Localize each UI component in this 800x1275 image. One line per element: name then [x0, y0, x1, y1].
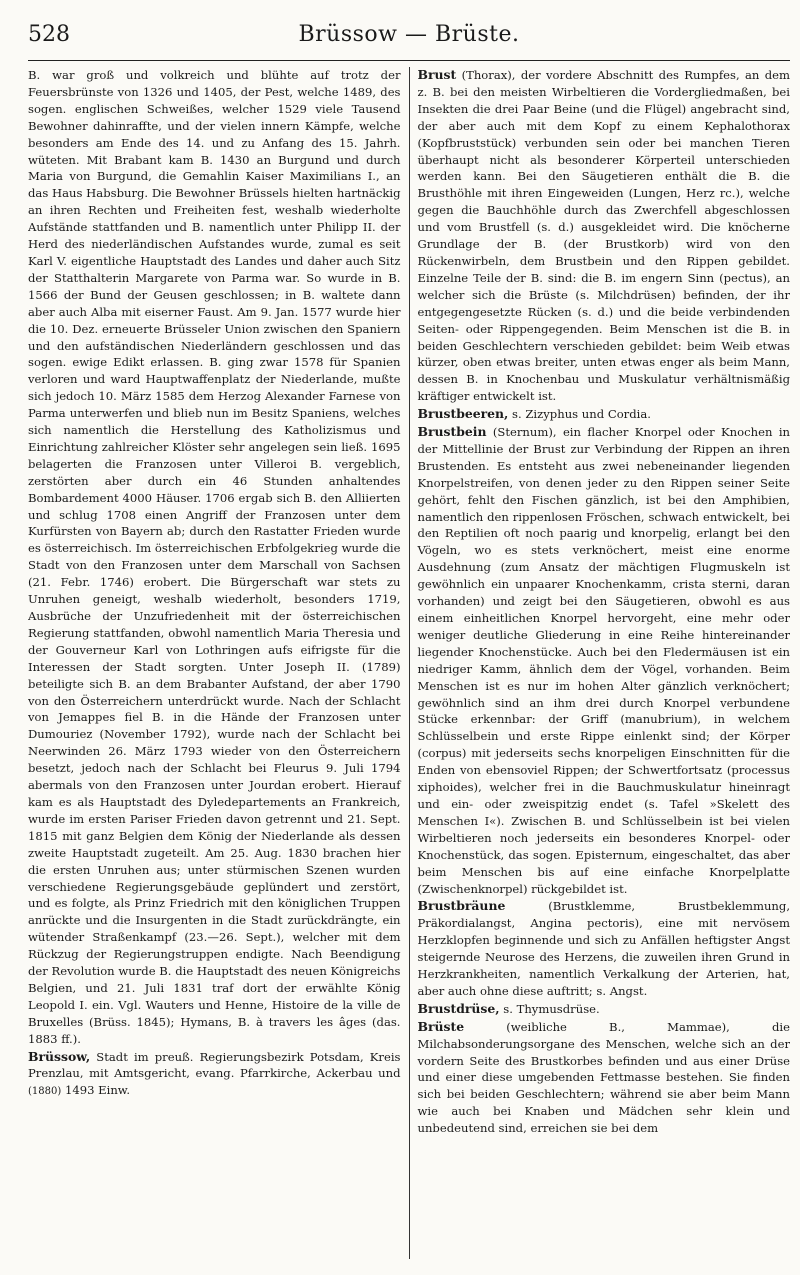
- page-number: 528: [28, 22, 70, 47]
- headword: Brustbein: [417, 424, 487, 440]
- running-title: Brüssow — Brüste.: [298, 22, 520, 47]
- right-column: [410, 67, 791, 1259]
- entry-bruessow: [28, 1049, 401, 1102]
- headword: Brüssow,: [28, 1048, 91, 1064]
- entry-text: 1493 Einw.: [61, 1083, 131, 1098]
- entry-text: (Brustklemme, Brustbeklemmung, Präkordialangst, Angina pectoris), eine mit nervösem Herzklopfen beginnende und sich zu Anfällen heftigster Angst steigernde Neurose des Herzens, die zuweilen ihren Grund in Herzkrankheiten, namentlich Verkalkung der Arterien, hat, aber auch ohne diese auftritt; s. Angst.: [417, 899, 790, 998]
- left-column: [28, 67, 410, 1259]
- entry-text: Stadt im preuß. Regierungsbezirk Potsdam, Kreis Prenzlau, mit Amtsgericht, evang. Pfarrkirche, Ackerbau und: [28, 1049, 401, 1081]
- entry-brustdruese: [418, 1001, 791, 1018]
- page-header: [28, 14, 790, 61]
- entry-bruessel-continuation: B. war groß und volkreich und blühte auf trotz der Feuersbrünste von 1326 und 1405, der Pest, welche 1489, des sogen. englischen Schweißes, welcher 1529 viele Tausend Bewohner dahinraffte, und der vielen innern Kämpfe, welche besonders am Ende des 14. und zu Anfang des 15. Jahrh. wüteten. Mit Brabant kam B. 1430 an Burgund und durch Maria von Burgund, die Gemahlin Kaiser Maximilians I., an das Haus Habsburg. Die Bewohner Brüssels hielten hartnäckig an ihren Rechten und Freiheiten fest, weshalb wiederholte Aufstände stattfanden und B. namentlich unter Philipp II. der Herd des niederländischen Aufstandes wurde, zumal es seit Karl V. eigentliche Hauptstadt des Landes und daher auch Sitz der Statthalterin Margarete von Parma war. So wurde in B. 1566 der Bund der Geusen geschlossen; in B. waltete dann aber auch Alba mit eiserner Faust. Am 9. Jan. 1577 wurde hier die 10. Dez. erneuerte Brüsseler Union zwischen den Spaniern und den aufständischen Niederländern geschlossen und das sogen. ewige Edikt erlassen. B. ging zwar 1578 für Spanien verloren und ward Hauptwaffenplatz der Niederlande, mußte sich jedoch 10. März 1585 dem Herzog Alexander Farnese von Parma unterwerfen und blieb nun im Besitz Spaniens, welches sich namentlich die Herstellung des Katholizismus und Einrichtung zahlreicher Klöster sehr angelegen sein ließ. 1695 belagerten die Franzosen unter Villeroi B. vergeblich, zerstörten aber durch ein 46 Stunden anhaltendes Bombardement 4000 Häuser. 1706 ergab sich B. den Alliierten und schlug 1708 einen Angriff der Franzosen unter dem Kurfürsten von Bayern ab; durch den Rastatter Frieden wurde es österreichisch. Im österreichischen Erbfolgekrieg wurde die Stadt von den Franzosen unter dem Marschall von Sachsen (21. Febr. 1746) erobert. Die Bürgerschaft war stets zu Unruhen geneigt, weshalb wiederholt, besonders 1719, Ausbrüche der Unzufriedenheit mit der österreichischen Regierung stattfanden, obwohl namentlich Maria Theresia und der Gouverneur Karl von Lothringen aufs eifrigste für die Interessen der Stadt sorgten. Unter Joseph II. (1789) beteiligte sich B. an dem Brabanter Aufstand, der aber 1790 von den Österreichern unterdrückt wurde. Nach der Schlacht von Jemappes fiel B. in die Hände der Franzosen unter Dumouriez (November 1792), wurde nach der Schlacht bei Neerwinden 26. März 1793 wieder von den Österreichern besetzt, jedoch nach der Schlacht bei Fleurus 9. Juli 1794 abermals von den Franzosen unter Jourdan erobert. Hierauf kam es als Hauptstadt des Dyledepartements an Frankreich, wurde im ersten Pariser Frieden davon getrennt und 21. Sept. 1815 mit ganz Belgien dem König der Niederlande als dessen zweite Hauptstadt zugeteilt. Am 25. Aug. 1830 brachen hier die ersten Unruhen aus; unter stürmischen Szenen wurden verschiedene Regierungsgebäude geplündert und zerstört, und es folgte, als Prinz Friedrich mit den königlichen Truppen anrückte und die Insurgenten in die Stadt zurückdrängte, ein wütender Straßenkampf (23.—26. Sept.), welcher mit dem Rückzug der Regierungstruppen endigte. Nach Beendigung der Revolution wurde B. die Hauptstadt des neuen Königreichs Belgien, und 21. Juli 1831 traf dort der erwählte König Leopold I. ein. Vgl. Wauters und Henne, Histoire de la ville de Bruxelles (Brüss. 1845); Hymans, B. à travers les âges (das. 1883 ff.).: [28, 68, 401, 1046]
- entry-text: s. Thymusdrüse.: [499, 1001, 600, 1016]
- entry-brustbein: [418, 424, 791, 897]
- headword: Brustbräune: [417, 898, 506, 914]
- headword: Brustdrüse,: [417, 1000, 500, 1016]
- entry-text: (Sternum), ein flacher Knorpel oder Knochen in der Mittellinie der Brust zur Verbindung der Rippen an ihren Brustenden. Es entsteht aus zwei nebeneinander liegenden Knorpelstreifen, von denen jeder zu den Rippen seiner Seite gehört, fehlt den Fischen gänzlich, ist bei den Amphibien, namentlich den rippenlosen Fröschen, schwach entwickelt, bei den Reptilien oft noch paarig und knorpelig, erlangt bei den Vögeln, wo es stets verknöchert, meist eine enorme Ausdehnung (zum Ansatz der mächtigen Flugmuskeln ist gewöhnlich ein unpaarer Knochenkamm, crista sterni, daran vorhanden) und zeigt bei den Säugetieren, obwohl es aus einem einheitlichen Knorpel hervorgeht, eine mehr oder weniger deutliche Gliederung in eine Reihe hintereinander liegender Knochenstücke. Auch bei den Fledermäusen ist ein niedriger Kamm, ähnlich dem der Vögel, vorhanden. Beim Menschen ist es nur im hohen Alter gänzlich verknöchert; gewöhnlich sind an ihm drei durch Knorpel verbundene Stücke erkennbar: der Griff (manubrium), in welchem Schlüsselbein und erste Rippe einlenkt sind; der Körper (corpus) mit jederseits sechs knorpeligen Einschnitten für die Enden von ebensoviel Rippen; der Schwertfortsatz (processus xiphoides), welcher frei in die Bauchmuskulatur hineinragt und ein- oder zweispitzig endet (s. Tafel »Skelett des Menschen I«). Zwischen B. und Schlüsselbein ist bei vielen Wirbeltieren noch jederseits ein besonderes Knorpel- oder Knochenstück, das sogen. Episternum, eingeschaltet, das aber beim Menschen bis auf eine einfache Knorpelplatte (Zwischenknorpel) rückgebildet ist.: [417, 425, 790, 896]
- headword: Brüste: [417, 1018, 465, 1034]
- headword: Brustbeeren,: [417, 406, 509, 422]
- entry-brust: [418, 67, 791, 405]
- entry-text: (Thorax), der vordere Abschnitt des Rumpfes, an dem z. B. bei den meisten Wirbeltieren die Vordergliedmaßen, bei Insekten die drei Paar Beine (und die Flügel) angebracht sind, der aber auch mit dem Kopf zu einem Kephalothorax (Kopfbruststück) verbunden sein oder bei manchen Tieren überhaupt nicht als besonderer Körperteil unterschieden werden kann. Bei den Säugetieren enthält die B. die Brusthöhle mit ihren Eingeweiden (Lungen, Herz rc.), welche gegen die Bauchhöhle durch das Zwerchfell abgeschlossen und vom Brustfell (s. d.) ausgekleidet wird. Die knöcherne Grundlage der B. (der Brustkorb) wird von den Rückenwirbeln, dem Brustbein und den Rippen gebildet. Einzelne Teile der B. sind: die B. im engern Sinn (pectus), an welcher sich die Brüste (s. Milchdrüsen) befinden, der ihr entgegengesetzte Rücken (s. d.) und die beide verbindenden Seiten- oder Rippengegenden. Beim Menschen ist die B. in beiden Geschlechtern verschieden gebildet: beim Weib etwas kürzer, oben etwas breiter, unten etwas enger als beim Mann, dessen B. in Knochenbau und Muskulatur verhältnismäßig kräftiger entwickelt ist.: [417, 68, 790, 404]
- entry-text: s. Zizyphus und Cordia.: [508, 407, 651, 422]
- entry-brustbeeren: [418, 406, 791, 423]
- entry-brueste: [418, 1019, 791, 1137]
- text-columns: [28, 67, 790, 1259]
- entry-brustbraeune: [418, 898, 791, 999]
- headword: Brust: [417, 67, 457, 82]
- census-year: (1880): [28, 1086, 62, 1098]
- entry-text: (weibliche B., Mammae), die Milchabsonderungsorgane des Menschen, welche sich an der vordern Seite des Brustkorbes befinden und aus einer Drüse und einer diese umgebenden Fettmasse bestehen. Sie finden sich bei beiden Geschlechtern; während sie aber beim Mann wie auch bei Knaben und Mädchen sehr klein und unbedeutend sind, erreichen sie bei dem: [417, 1019, 790, 1136]
